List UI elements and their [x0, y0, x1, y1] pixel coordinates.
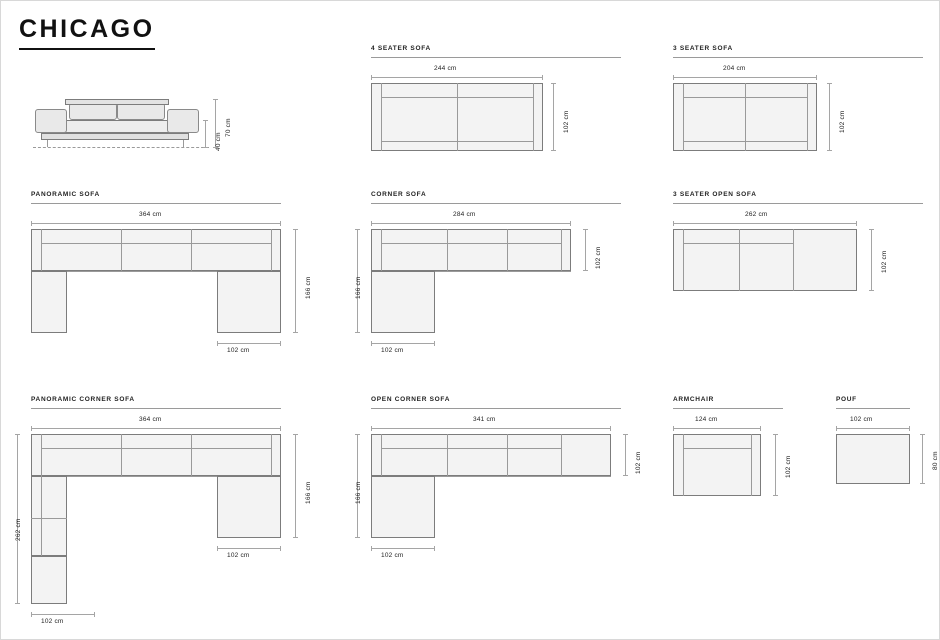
item-pouf — [836, 396, 939, 516]
dim-3-seater-open-depth: 102 cm — [881, 250, 888, 273]
dim-4-seater-width: 244 cm — [434, 65, 457, 72]
label-3-seater-open-sofa: 3 SEATER OPEN SOFA — [673, 191, 757, 198]
item-3-seater-open-sofa — [673, 191, 923, 351]
item-4-seater-sofa — [371, 45, 621, 165]
item-panoramic-sofa — [31, 191, 321, 371]
dim-ocs-arm-depth: 102 cm — [381, 552, 404, 559]
dim-ocs-width: 341 cm — [473, 416, 496, 423]
label-open-corner-sofa: OPEN CORNER SOFA — [371, 396, 451, 403]
dim-4-seater-depth: 102 cm — [563, 110, 570, 133]
dim-corner-arm-depth: 102 cm — [381, 347, 404, 354]
item-panoramic-corner-sofa — [15, 396, 331, 626]
label-panoramic-corner-sofa: PANORAMIC CORNER SOFA — [31, 396, 135, 403]
label-corner-sofa: CORNER SOFA — [371, 191, 427, 198]
item-3-seater-sofa — [673, 45, 923, 165]
dim-3-seater-open-width: 262 cm — [745, 211, 768, 218]
dim-pcs-arm-depth-left: 102 cm — [41, 618, 64, 625]
title-underline — [19, 48, 155, 50]
label-pouf: POUF — [836, 396, 857, 403]
item-open-corner-sofa — [355, 396, 642, 586]
dim-ocs-right-depth: 102 cm — [635, 451, 642, 474]
label-3-seater-sofa: 3 SEATER SOFA — [673, 45, 733, 52]
dim-armchair-depth: 102 cm — [785, 455, 792, 478]
hero-sofa-drawing — [19, 89, 279, 169]
page-title: CHICAGO — [19, 15, 155, 43]
dim-panoramic-width: 364 cm — [139, 211, 162, 218]
dim-pcs-width: 364 cm — [139, 416, 162, 423]
dim-corner-right-depth: 102 cm — [595, 246, 602, 269]
dim-ocs-left-depth: 166 cm — [355, 481, 362, 504]
item-corner-sofa — [355, 191, 631, 371]
dim-pcs-right-depth: 166 cm — [305, 481, 312, 504]
dim-corner-left-depth: 166 cm — [355, 276, 362, 299]
dim-armchair-width: 124 cm — [695, 416, 718, 423]
label-armchair: ARMCHAIR — [673, 396, 714, 403]
dim-pouf-depth: 80 cm — [932, 451, 939, 470]
hero-seat-height: 40 cm — [215, 132, 222, 151]
dim-corner-width: 284 cm — [453, 211, 476, 218]
dim-panoramic-arm-depth: 102 cm — [227, 347, 250, 354]
dim-pcs-arm-depth-right: 102 cm — [227, 552, 250, 559]
dim-3-seater-width: 204 cm — [723, 65, 746, 72]
label-panoramic-sofa: PANORAMIC SOFA — [31, 191, 100, 198]
hero-height-total: 70 cm — [225, 118, 232, 137]
dim-panoramic-depth: 166 cm — [305, 276, 312, 299]
dim-3-seater-depth: 102 cm — [839, 110, 846, 133]
label-4-seater-sofa: 4 SEATER SOFA — [371, 45, 431, 52]
dim-pouf-width: 102 cm — [850, 416, 873, 423]
dim-pcs-left-depth: 262 cm — [15, 518, 22, 541]
item-armchair — [673, 396, 803, 526]
